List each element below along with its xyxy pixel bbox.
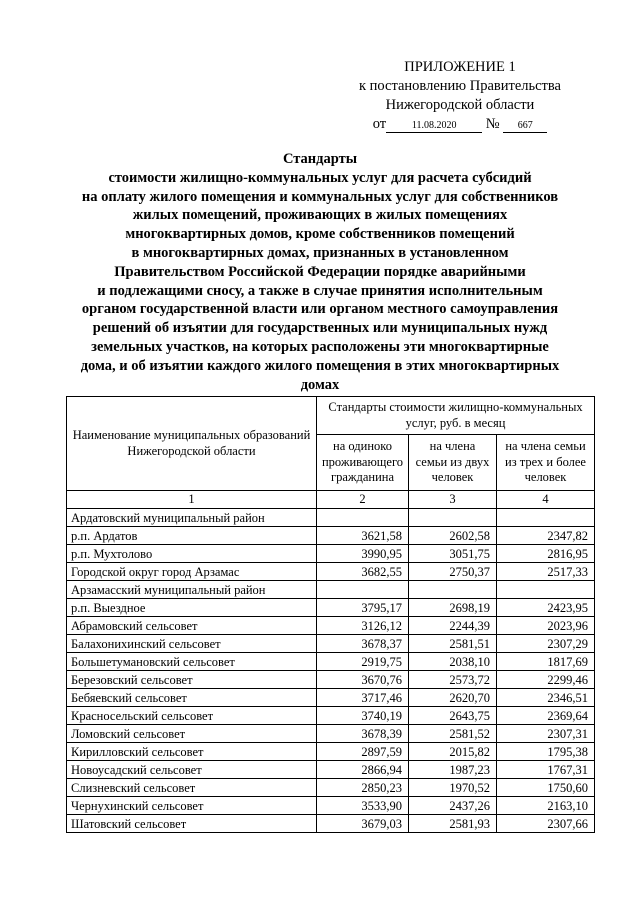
standards-table xyxy=(66,396,595,833)
value-two: 1970,52 xyxy=(409,779,497,797)
municipality-name: Ардатовский муниципальный район xyxy=(67,509,317,527)
table-row xyxy=(67,725,595,743)
municipality-name: Большетумановский сельсовет xyxy=(67,653,317,671)
column-index: 2 xyxy=(317,491,409,509)
value-three-plus: 1767,31 xyxy=(497,761,595,779)
municipality-name: Березовский сельсовет xyxy=(67,671,317,689)
municipality-name: Бебяевский сельсовет xyxy=(67,689,317,707)
municipality-name: Балахонихинский сельсовет xyxy=(67,635,317,653)
municipality-name: р.п. Ардатов xyxy=(67,527,317,545)
number-sign: № xyxy=(485,116,500,132)
table-row xyxy=(67,509,595,527)
column-index: 4 xyxy=(497,491,595,509)
title-line: многоквартирных домов, кроме собственников помещений xyxy=(125,226,515,243)
value-two: 2573,72 xyxy=(409,671,497,689)
value-single: 2850,23 xyxy=(317,779,409,797)
value-two: 2244,39 xyxy=(409,617,497,635)
value-three-plus: 2307,66 xyxy=(497,815,595,833)
value-three-plus: 2346,51 xyxy=(497,689,595,707)
value-two xyxy=(409,509,497,527)
header-standards-group: Стандарты стоимости жилищно-коммунальных услуг, руб. в месяц xyxy=(317,397,595,435)
value-three-plus: 2369,64 xyxy=(497,707,595,725)
appendix-heading: ПРИЛОЖЕНИЕ 1 xyxy=(404,59,516,75)
value-two: 2602,58 xyxy=(409,527,497,545)
value-two: 2038,10 xyxy=(409,653,497,671)
value-single: 3621,58 xyxy=(317,527,409,545)
table-row xyxy=(67,707,595,725)
municipality-name: Ломовский сельсовет xyxy=(67,725,317,743)
title-line: земельных участков, на которых расположены эти многоквартирные xyxy=(91,338,549,355)
value-single: 3740,19 xyxy=(317,707,409,725)
table-row xyxy=(67,545,595,563)
municipality-name: Чернухинский сельсовет xyxy=(67,797,317,815)
value-three-plus: 2299,46 xyxy=(497,671,595,689)
value-three-plus: 2307,29 xyxy=(497,635,595,653)
table-row xyxy=(67,617,595,635)
table-row xyxy=(67,797,595,815)
municipality-name: Абрамовский сельсовет xyxy=(67,617,317,635)
value-single: 2866,94 xyxy=(317,761,409,779)
value-three-plus: 1795,38 xyxy=(497,743,595,761)
column-index: 1 xyxy=(67,491,317,509)
value-two: 2581,51 xyxy=(409,635,497,653)
header-single-resident: на одиноко проживающего гражданина xyxy=(317,435,409,491)
table-row xyxy=(67,527,595,545)
value-three-plus xyxy=(497,581,595,599)
value-single: 3678,37 xyxy=(317,635,409,653)
table-row xyxy=(67,743,595,761)
value-two: 2581,93 xyxy=(409,815,497,833)
value-single xyxy=(317,509,409,527)
value-three-plus: 2816,95 xyxy=(497,545,595,563)
appendix-date-number xyxy=(330,115,590,134)
title-line: решений об изъятии для государственных или муниципальных нужд xyxy=(92,320,548,337)
municipality-name: Красносельский сельсовет xyxy=(67,707,317,725)
value-single: 3990,95 xyxy=(317,545,409,563)
value-three-plus: 1817,69 xyxy=(497,653,595,671)
title-line: Правительством Российской Федерации порядке аварийными xyxy=(114,263,526,280)
table-row xyxy=(67,581,595,599)
title-line: дома, и об изъятии каждого жилого помещения в этих многоквартирных xyxy=(80,357,560,374)
table-row xyxy=(67,761,595,779)
appendix-resolution-ref: к постановлению Правительства xyxy=(359,78,561,94)
title-line: Стандарты xyxy=(282,151,358,167)
value-single: 3533,90 xyxy=(317,797,409,815)
value-three-plus: 2307,31 xyxy=(497,725,595,743)
value-two: 1987,23 xyxy=(409,761,497,779)
value-two: 2015,82 xyxy=(409,743,497,761)
value-two: 2643,75 xyxy=(409,707,497,725)
title-line: стоимости жилищно-коммунальных услуг для расчета субсидий xyxy=(108,169,532,186)
title-line: на оплату жилого помещения и коммунальных услуг для собственников xyxy=(81,188,559,205)
header-three-plus-family: на члена семьи из трех и более человек xyxy=(497,435,595,491)
value-single: 3126,12 xyxy=(317,617,409,635)
value-three-plus: 2163,10 xyxy=(497,797,595,815)
table-row xyxy=(67,779,595,797)
table-row xyxy=(67,653,595,671)
value-two: 2750,37 xyxy=(409,563,497,581)
document-title xyxy=(40,150,600,394)
value-single: 3679,03 xyxy=(317,815,409,833)
table-row xyxy=(67,671,595,689)
value-two: 2698,19 xyxy=(409,599,497,617)
value-single: 3670,76 xyxy=(317,671,409,689)
header-municipality: Наименование муниципальных образований Нижегородской области xyxy=(67,397,317,491)
value-three-plus: 2423,95 xyxy=(497,599,595,617)
municipality-name: Арзамасский муниципальный район xyxy=(67,581,317,599)
table-row xyxy=(67,599,595,617)
municipality-name: Новоусадский сельсовет xyxy=(67,761,317,779)
value-three-plus: 2023,96 xyxy=(497,617,595,635)
value-three-plus: 2517,33 xyxy=(497,563,595,581)
municipality-name: Слизневский сельсовет xyxy=(67,779,317,797)
title-line: жилых помещений, проживающих в жилых помещениях xyxy=(132,207,508,224)
column-index: 3 xyxy=(409,491,497,509)
value-three-plus xyxy=(497,509,595,527)
municipality-name: Кирилловский сельсовет xyxy=(67,743,317,761)
title-line: домах xyxy=(300,376,340,393)
title-line: в многоквартирных домах, признанных в установленном xyxy=(131,244,509,261)
value-three-plus: 2347,82 xyxy=(497,527,595,545)
value-single: 3678,39 xyxy=(317,725,409,743)
title-line: органом государственной власти или органом местного самоуправления xyxy=(81,301,559,318)
from-label: от xyxy=(372,116,387,132)
table-row xyxy=(67,563,595,581)
value-three-plus: 1750,60 xyxy=(497,779,595,797)
value-two: 3051,75 xyxy=(409,545,497,563)
municipality-name: р.п. Выездное xyxy=(67,599,317,617)
value-two xyxy=(409,581,497,599)
value-two: 2437,26 xyxy=(409,797,497,815)
table-row xyxy=(67,689,595,707)
value-single: 2897,59 xyxy=(317,743,409,761)
value-two: 2581,52 xyxy=(409,725,497,743)
value-single: 3682,55 xyxy=(317,563,409,581)
value-single: 3717,46 xyxy=(317,689,409,707)
header-two-person-family: на члена семьи из двух человек xyxy=(409,435,497,491)
value-single xyxy=(317,581,409,599)
resolution-date: 11.08.2020 xyxy=(386,120,482,133)
municipality-name: Шатовский сельсовет xyxy=(67,815,317,833)
municipality-name: р.п. Мухтолово xyxy=(67,545,317,563)
value-two: 2620,70 xyxy=(409,689,497,707)
title-line: и подлежащими сносу, а также в случае принятия исполнительным xyxy=(97,282,543,299)
appendix-region: Нижегородской области xyxy=(385,97,535,113)
resolution-number: 667 xyxy=(503,120,547,133)
value-single: 2919,75 xyxy=(317,653,409,671)
table-row xyxy=(67,635,595,653)
appendix-block xyxy=(330,58,590,134)
table-row xyxy=(67,815,595,833)
municipality-name: Городской округ город Арзамас xyxy=(67,563,317,581)
value-single: 3795,17 xyxy=(317,599,409,617)
